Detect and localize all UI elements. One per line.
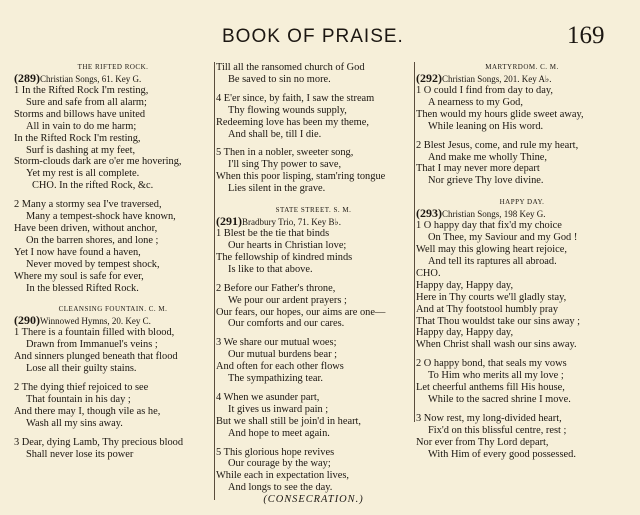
hymn-line: 2 Blest Jesus, come, and rule my heart, bbox=[416, 139, 579, 151]
hymn-line: 1 In the Rifted Rock I'm resting, bbox=[14, 85, 149, 96]
hymn-tune-caption: MARTYRDOM. C. M. bbox=[485, 63, 559, 71]
hymn-line: Yet I now have found a haven, bbox=[14, 246, 141, 258]
hymn-line: Our comforts and our cares. bbox=[228, 318, 345, 330]
hymn-line: And sinners plunged beneath that flood bbox=[14, 351, 178, 363]
hymn-tune-caption: CLEANSING FOUNTAIN. C. M. bbox=[58, 305, 168, 314]
hymn-line: Drawn from Immanuel's veins ; bbox=[26, 339, 158, 351]
hymn-source: Christian Songs, 198 Key G. bbox=[442, 209, 546, 220]
hymn-line: Many a tempest-shock have known, bbox=[26, 211, 176, 223]
hymn-line: In the Rifted Rock I'm resting, bbox=[14, 132, 141, 144]
hymn-line: Have been driven, without anchor, bbox=[14, 222, 158, 234]
hymn-line: That I may never more depart bbox=[416, 163, 540, 175]
hymn-line: On Thee, my Saviour and my God ! bbox=[428, 232, 578, 244]
column-1 bbox=[14, 62, 212, 501]
hymn-line: Storm-clouds dark are o'er me hovering, bbox=[14, 156, 182, 168]
hymn-line: 4 E'er since, by faith, I saw the stream bbox=[216, 92, 375, 104]
next-section-caption: (CONSECRATION.) bbox=[263, 494, 364, 506]
hymn-line: Shall never lose its power bbox=[26, 448, 134, 460]
hymn-line: 1 There is a fountain filled with blood, bbox=[14, 327, 175, 339]
hymn-line: A nearness to my God, bbox=[428, 96, 523, 108]
hymn-line: Our courage by the way; bbox=[228, 458, 331, 470]
hymn-line: It gives us inward pain ; bbox=[228, 403, 329, 415]
hymn-line: 3 Now rest, my long-divided heart, bbox=[416, 412, 562, 424]
hymn-line: But we shall still be join'd in heart, bbox=[216, 415, 362, 427]
hymn-line: All in vain to do me harm; bbox=[26, 120, 137, 132]
stanza-gap bbox=[416, 406, 628, 413]
hymn bbox=[416, 62, 628, 187]
hymn-number: (291) bbox=[216, 215, 242, 229]
hymn-line: And there may I, though vile as he, bbox=[14, 405, 161, 417]
hymn-meta bbox=[14, 72, 212, 85]
hymn-line: And tell its raptures all abroad. bbox=[428, 255, 557, 267]
hymn-line: Yet my rest is all complete. bbox=[26, 168, 140, 180]
hymn bbox=[14, 304, 212, 460]
hymn-line: We pour our ardent prayers ; bbox=[228, 294, 347, 306]
stanza-gap bbox=[216, 86, 411, 93]
hymn-line: That fountain in his day ; bbox=[26, 393, 131, 405]
hymn-line: When Christ shall wash our sins away. bbox=[416, 339, 577, 351]
hymn-line: Happy day, Happy day, bbox=[416, 279, 514, 291]
hymn-line: Wash all my sins away. bbox=[26, 417, 123, 429]
page-header bbox=[0, 22, 640, 56]
hymn-number: (290) bbox=[14, 314, 40, 328]
stanza-gap bbox=[416, 351, 628, 358]
hymn-line: That Thou wouldst take our sins away ; bbox=[416, 315, 581, 327]
stanza-gap bbox=[216, 330, 411, 337]
hymn-meta bbox=[416, 72, 628, 85]
hymn-line: Sure and safe from all alarm; bbox=[26, 96, 147, 108]
hymn-line: 2 O happy bond, that seals my vows bbox=[416, 358, 567, 370]
hymn-line: The fellowship of kindred minds bbox=[216, 251, 353, 263]
hymn-line: In the blessed Rifted Rock. bbox=[26, 282, 139, 294]
hymn-line: CHO. bbox=[416, 267, 441, 279]
hymn-tune-caption: STATE STREET. S. M. bbox=[275, 206, 352, 215]
hymn-tune-caption: THE RIFTED ROCK. bbox=[77, 63, 149, 71]
hymn-line: 2 The dying thief rejoiced to see bbox=[14, 382, 149, 394]
hymn-line: Storms and billows have united bbox=[14, 108, 146, 120]
hymn-line: CHO. In the rifted Rock, &c. bbox=[32, 180, 154, 192]
hymn-line: Surf is dashing at my feet, bbox=[26, 144, 136, 156]
hymn-tune-caption: HAPPY DAY. bbox=[499, 198, 545, 207]
hymn-line: And make me wholly Thine, bbox=[428, 151, 547, 163]
hymn-line: Our fears, our hopes, our aims are one— bbox=[216, 306, 386, 318]
hymn-source: Winnowed Hymns, 20. Key C. bbox=[40, 316, 151, 327]
column-divider bbox=[414, 62, 415, 422]
hymn-line: Nor ever from Thy Lord depart, bbox=[416, 436, 549, 448]
hymn-line: Where my soul is safe for ever, bbox=[14, 270, 144, 282]
hymn-line: Nor grieve Thy love divine. bbox=[428, 175, 544, 187]
hymn-source: Christian Songs, 201. Key A♭. bbox=[442, 74, 552, 84]
hymn-source: Christian Songs, 61. Key G. bbox=[40, 74, 142, 84]
hymn-line: And hope to meet again. bbox=[228, 427, 330, 439]
hymn-line: I'll sing Thy power to save, bbox=[228, 159, 342, 171]
hymn-line: Here in Thy courts we'll gladly stay, bbox=[416, 291, 567, 303]
hymn-line: 5 Then in a nobler, sweeter song, bbox=[216, 147, 354, 159]
hymn-line: And often for each other flows bbox=[216, 361, 344, 373]
hymn-line: Never moved by tempest shock, bbox=[26, 258, 160, 270]
hymn-number: (292) bbox=[416, 72, 442, 85]
hymn-number: (289) bbox=[14, 72, 40, 85]
hymn-line: Our hearts in Christian love; bbox=[228, 239, 347, 251]
hymn bbox=[216, 62, 411, 195]
column-2 bbox=[216, 62, 411, 506]
stanza-gap bbox=[416, 133, 628, 140]
hymn-line: When this poor lisping, stam'ring tongue bbox=[216, 171, 386, 183]
hymn-line: 3 We share our mutual woes; bbox=[216, 337, 337, 349]
hymn-line: On the barren shores, and lone ; bbox=[26, 234, 159, 246]
hymn-line: To Him who merits all my love ; bbox=[428, 370, 564, 382]
hymn-line: 1 O could I find from day to day, bbox=[416, 85, 553, 96]
hymn-line: Fix'd on this blissful centre, rest ; bbox=[428, 424, 567, 436]
hymn bbox=[216, 205, 411, 506]
stanza-gap bbox=[216, 440, 411, 447]
stanza-gap bbox=[14, 375, 212, 382]
hymn-line: Lose all their guilty stains. bbox=[26, 363, 137, 375]
hymn-line: 2 Before our Father's throne, bbox=[216, 282, 336, 294]
stanza-gap bbox=[14, 430, 212, 437]
page-title: BOOK OF PRAISE. bbox=[222, 26, 404, 47]
hymn-meta bbox=[216, 215, 411, 228]
hymn-line: Well may this glowing heart rejoice, bbox=[416, 244, 567, 256]
hymn-line: Redeeming love has been my theme, bbox=[216, 116, 369, 128]
stanza-gap bbox=[216, 276, 411, 283]
hymn-line: Happy day, Happy day, bbox=[416, 327, 514, 339]
hymn-meta bbox=[416, 207, 628, 220]
stanza-gap bbox=[216, 385, 411, 392]
hymn-line: And longs to see the day. bbox=[228, 482, 333, 494]
hymn-line: Thy flowing wounds supply, bbox=[228, 104, 347, 116]
hymn-meta bbox=[14, 314, 212, 327]
column-3 bbox=[416, 62, 628, 501]
stanza-gap bbox=[216, 140, 411, 147]
page-number: 169 bbox=[567, 22, 605, 49]
hymn-line: With Him of every good possessed. bbox=[428, 448, 576, 460]
hymn-line: 5 This glorious hope revives bbox=[216, 446, 335, 458]
column-divider bbox=[214, 62, 215, 500]
hymn-line: 1 Blest be the tie that binds bbox=[216, 228, 330, 240]
hymn-number: (293) bbox=[416, 207, 442, 221]
hymn-line: Till all the ransomed church of God bbox=[216, 62, 365, 73]
hymn-source: Bradbury Trio, 71. Key B♭. bbox=[242, 217, 341, 228]
hymn-line: 2 Many a stormy sea I've traversed, bbox=[14, 199, 162, 211]
hymn bbox=[416, 197, 628, 460]
hymn-line: And at Thy footstool humbly pray bbox=[416, 303, 559, 315]
hymn-line: Is like to that above. bbox=[228, 263, 313, 275]
stanza-gap bbox=[14, 192, 212, 199]
hymn bbox=[14, 62, 212, 294]
hymn-line: 1 O happy day that fix'd my choice bbox=[416, 220, 562, 232]
hymn-line: Then would my hours glide sweet away, bbox=[416, 108, 584, 120]
hymn-line: 3 Dear, dying Lamb, Thy precious blood bbox=[14, 436, 184, 448]
hymn-line: Lies silent in the grave. bbox=[228, 183, 326, 195]
hymn-line: Let cheerful anthems fill His house, bbox=[416, 382, 565, 394]
hymn-line: And shall be, till I die. bbox=[228, 128, 322, 140]
hymn-line: 4 When we asunder part, bbox=[216, 391, 320, 403]
hymn-line: Our mutual burdens bear ; bbox=[228, 349, 338, 361]
hymn-line: Be saved to sin no more. bbox=[228, 73, 331, 85]
hymn-line: While to the sacred shrine I move. bbox=[428, 393, 571, 405]
hymn-line: The sympathizing tear. bbox=[228, 373, 323, 385]
hymn-line: While leaning on His word. bbox=[428, 120, 544, 132]
hymn-line: While each in expectation lives, bbox=[216, 470, 350, 482]
